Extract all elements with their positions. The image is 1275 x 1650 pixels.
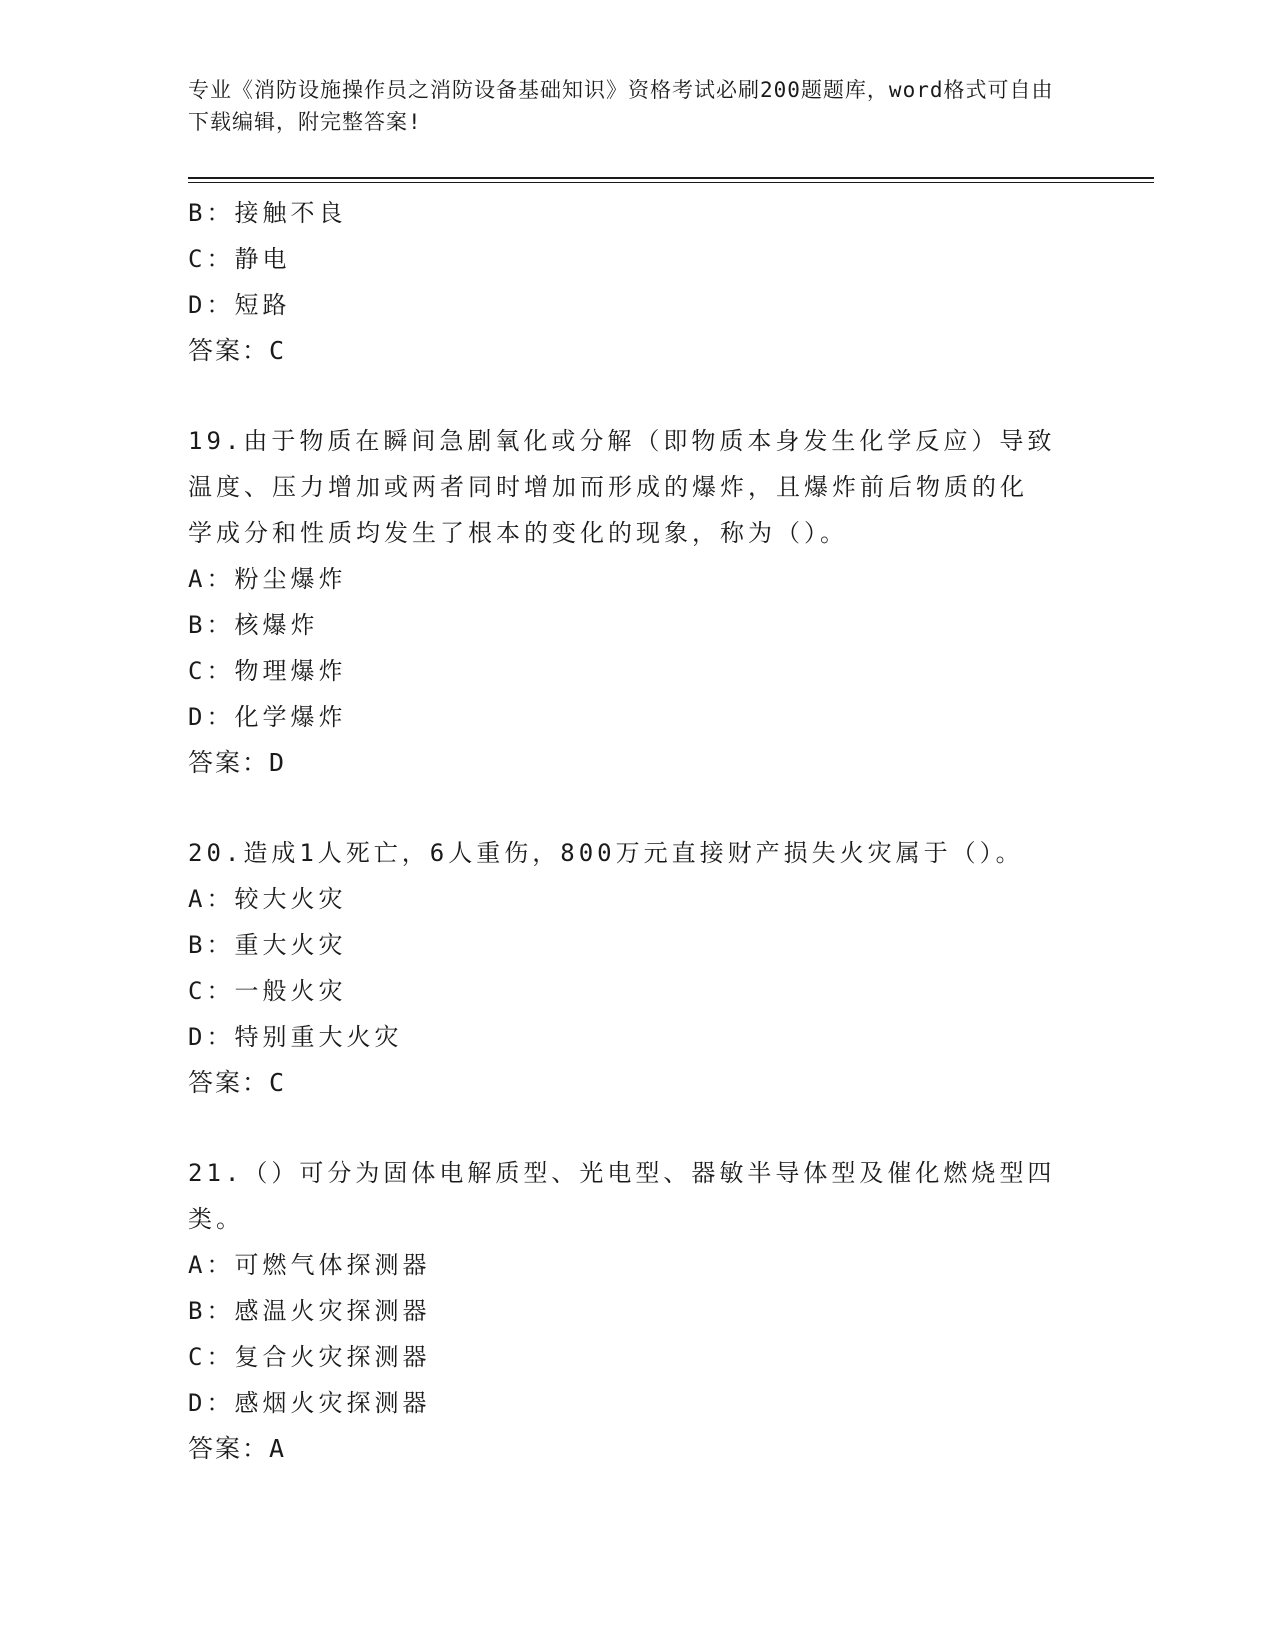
- option-a: A：粉尘爆炸: [188, 565, 347, 593]
- question-21: [188, 1150, 1088, 1472]
- answer: 答案：D: [188, 748, 287, 777]
- question-18: [188, 190, 1088, 374]
- question-text-line: 类。: [188, 1205, 244, 1233]
- option-b: B：核爆炸: [188, 611, 319, 639]
- answer: 答案：C: [188, 336, 287, 365]
- option-d: D：短路: [188, 291, 291, 319]
- option-c: C：一般火灾: [188, 977, 347, 1005]
- document-header: 专业《消防设施操作员之消防设备基础知识》资格考试必刷200题题库，word格式可自由下载编辑，附完整答案!: [188, 78, 1054, 134]
- question-text-line: 19.由于物质在瞬间急剧氧化或分解（即物质本身发生化学反应）导致: [188, 427, 1056, 455]
- option-d: D：特别重大火灾: [188, 1023, 403, 1051]
- option-d: D：化学爆炸: [188, 703, 347, 731]
- option-a: A：可燃气体探测器: [188, 1251, 431, 1279]
- option-a: A：较大火灾: [188, 885, 347, 913]
- answer: 答案：A: [188, 1434, 287, 1463]
- option-c: C：复合火灾探测器: [188, 1343, 431, 1371]
- option-b: B：接触不良: [188, 199, 347, 227]
- answer: 答案：C: [188, 1068, 287, 1097]
- option-b: B：重大火灾: [188, 931, 347, 959]
- header-divider-thick: [188, 177, 1154, 179]
- question-19: [188, 418, 1088, 786]
- question-text-line: 学成分和性质均发生了根本的变化的现象，称为（）。: [188, 519, 848, 547]
- header-divider-thin: [188, 182, 1154, 183]
- question-list: [188, 190, 1088, 1472]
- option-d: D：感烟火灾探测器: [188, 1389, 431, 1417]
- option-b: B：感温火灾探测器: [188, 1297, 431, 1325]
- option-c: C：物理爆炸: [188, 657, 347, 685]
- option-c: C：静电: [188, 245, 291, 273]
- question-text-line: 21.（）可分为固体电解质型、光电型、器敏半导体型及催化燃烧型四: [188, 1159, 1056, 1187]
- question-text-line: 温度、压力增加或两者同时增加而形成的爆炸，且爆炸前后物质的化: [188, 473, 1028, 501]
- question-20: [188, 830, 1088, 1106]
- question-text-line: 20.造成1人死亡，6人重伤，800万元直接财产损失火灾属于（）。: [188, 839, 1024, 867]
